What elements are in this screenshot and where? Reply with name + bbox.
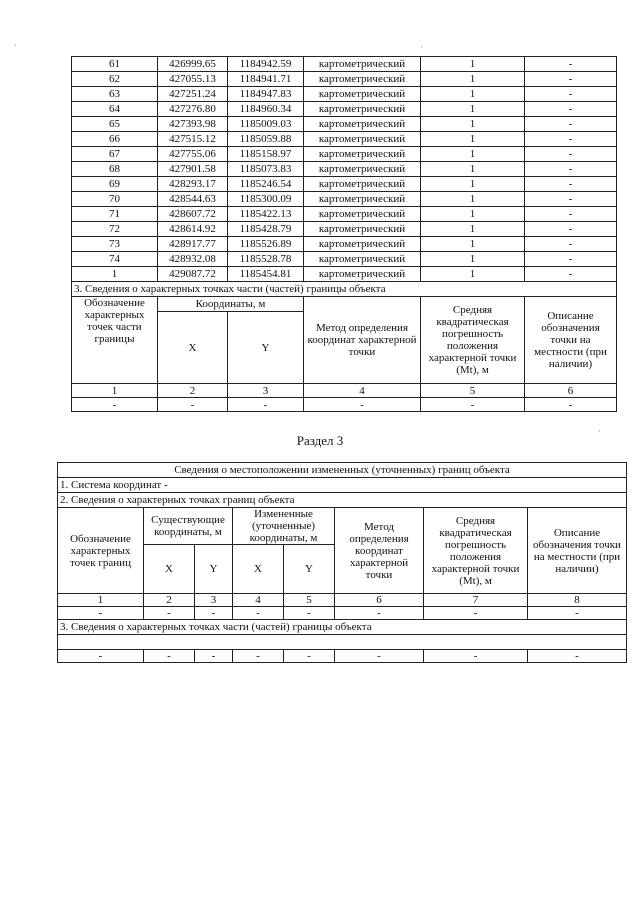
table-row (72, 267, 617, 282)
col-number: 5 (421, 384, 525, 398)
cell-x: 426999.65 (158, 57, 228, 72)
cell-desc: - (525, 207, 617, 222)
dash-cell: - (228, 398, 304, 412)
header-existing: Существующие координаты, м (144, 508, 233, 545)
cell-mt: 1 (421, 147, 525, 162)
dash-cell: - (284, 650, 335, 663)
col-number: 6 (525, 384, 617, 398)
table-row (72, 177, 617, 192)
cell-mt: 1 (421, 102, 525, 117)
cell-mt: 1 (421, 177, 525, 192)
cell-x: 428917.77 (158, 237, 228, 252)
table-row (72, 252, 617, 267)
cell-desc: - (525, 102, 617, 117)
cell-x: 428293.17 (158, 177, 228, 192)
dash-cell: - (72, 398, 158, 412)
col-number: 4 (233, 594, 284, 607)
cell-point: 1 (72, 267, 158, 282)
col-number: 5 (284, 594, 335, 607)
changed-boundaries-table (57, 462, 627, 663)
table-row (72, 162, 617, 177)
table-row (72, 132, 617, 147)
cell-point: 67 (72, 147, 158, 162)
table-row (72, 57, 617, 72)
header-point: Обозначение характерных точек границ (58, 508, 144, 594)
dash-cell: - (335, 607, 424, 620)
cell-point: 72 (72, 222, 158, 237)
cell-mt: 1 (421, 222, 525, 237)
cell-desc: - (525, 57, 617, 72)
cell-method: картометрический (304, 72, 421, 87)
header-point: Обозначение характерных точек части границы (72, 297, 158, 384)
cell-method: картометрический (304, 57, 421, 72)
cell-desc: - (525, 177, 617, 192)
cell-method: картометрический (304, 222, 421, 237)
cell-method: картометрический (304, 87, 421, 102)
boundary-points-table (71, 56, 617, 412)
header-changed-y: Y (284, 545, 335, 594)
scan-speck: · (598, 426, 601, 436)
col-number: 2 (158, 384, 228, 398)
header-existing-y: Y (195, 545, 233, 594)
cell-y: 1185454.81 (228, 267, 304, 282)
coord-system-row: 1. Система координат - (58, 478, 627, 493)
header-changed-x: X (233, 545, 284, 594)
dash-cell: - (284, 607, 335, 620)
header-changed: Измененные (уточненные) координаты, м (233, 508, 335, 545)
table-row (72, 87, 617, 102)
dash-cell: - (195, 650, 233, 663)
cell-point: 70 (72, 192, 158, 207)
header-coords: Координаты, м (158, 297, 304, 312)
dash-cell: - (528, 607, 627, 620)
col-number: 6 (335, 594, 424, 607)
cell-x: 428607.72 (158, 207, 228, 222)
col-number: 4 (304, 384, 421, 398)
col-number: 3 (195, 594, 233, 607)
cell-x: 429087.72 (158, 267, 228, 282)
cell-mt: 1 (421, 162, 525, 177)
cell-y: 1185158.97 (228, 147, 304, 162)
col-number: 8 (528, 594, 627, 607)
cell-y: 1184960.34 (228, 102, 304, 117)
cell-x: 427755.06 (158, 147, 228, 162)
cell-desc: - (525, 192, 617, 207)
cell-mt: 1 (421, 57, 525, 72)
header-mt: Средняя квадратическая погрешность положения характерной точки (Mt), м (421, 297, 525, 384)
cell-desc: - (525, 147, 617, 162)
dash-cell: - (195, 607, 233, 620)
cell-desc: - (525, 87, 617, 102)
cell-mt: 1 (421, 237, 525, 252)
blank-row (58, 635, 627, 650)
cell-desc: - (525, 267, 617, 282)
dash-cell: - (233, 607, 284, 620)
dash-cell: - (424, 607, 528, 620)
header-method: Метод определения координат характерной точки (335, 508, 424, 594)
dash-cell: - (144, 650, 195, 663)
section-title: Раздел 3 (296, 433, 344, 448)
cell-method: картометрический (304, 132, 421, 147)
cell-x: 428932.08 (158, 252, 228, 267)
cell-x: 427393.98 (158, 117, 228, 132)
cell-y: 1185528.78 (228, 252, 304, 267)
cell-y: 1185246.54 (228, 177, 304, 192)
cell-y: 1185428.79 (228, 222, 304, 237)
cell-y: 1185009.03 (228, 117, 304, 132)
cell-method: картометрический (304, 267, 421, 282)
cell-y: 1185300.09 (228, 192, 304, 207)
table-row (72, 117, 617, 132)
cell-y: 1185073.83 (228, 162, 304, 177)
cell-point: 73 (72, 237, 158, 252)
col-number: 2 (144, 594, 195, 607)
cell-x: 428614.92 (158, 222, 228, 237)
dash-cell: - (421, 398, 525, 412)
dash-cell: - (424, 650, 528, 663)
cell-x: 428544.63 (158, 192, 228, 207)
cell-y: 1185422.13 (228, 207, 304, 222)
section3-heading: 3. Сведения о характерных точках части (частей) границы объекта (58, 620, 627, 635)
cell-point: 62 (72, 72, 158, 87)
cell-mt: 1 (421, 132, 525, 147)
table-row (72, 207, 617, 222)
cell-mt: 1 (421, 252, 525, 267)
section2-heading: 2. Сведения о характерных точках границ объекта (58, 493, 627, 508)
cell-desc: - (525, 162, 617, 177)
header-method: Метод определения координат характерной точки (304, 297, 421, 384)
cell-desc: - (525, 222, 617, 237)
cell-y: 1184941.71 (228, 72, 304, 87)
cell-point: 69 (72, 177, 158, 192)
dash-cell: - (58, 607, 144, 620)
dash-cell: - (335, 650, 424, 663)
cell-method: картометрический (304, 192, 421, 207)
header-mt: Средняя квадратическая погрешность положения характерной точки (Mt), м (424, 508, 528, 594)
dash-cell: - (58, 650, 144, 663)
scan-speck: · (14, 40, 17, 50)
section3-heading: 3. Сведения о характерных точках части (частей) границы объекта (72, 282, 617, 297)
col-number: 1 (72, 384, 158, 398)
cell-point: 74 (72, 252, 158, 267)
cell-point: 68 (72, 162, 158, 177)
table-row (72, 102, 617, 117)
cell-desc: - (525, 117, 617, 132)
cell-point: 65 (72, 117, 158, 132)
cell-method: картометрический (304, 117, 421, 132)
header-x: X (158, 312, 228, 384)
dash-cell: - (233, 650, 284, 663)
table-row (72, 147, 617, 162)
cell-desc: - (525, 237, 617, 252)
cell-point: 64 (72, 102, 158, 117)
header-existing-x: X (144, 545, 195, 594)
cell-desc: - (525, 252, 617, 267)
cell-mt: 1 (421, 192, 525, 207)
cell-mt: 1 (421, 87, 525, 102)
cell-mt: 1 (421, 117, 525, 132)
dash-cell: - (144, 607, 195, 620)
cell-point: 66 (72, 132, 158, 147)
cell-method: картометрический (304, 162, 421, 177)
cell-mt: 1 (421, 207, 525, 222)
cell-point: 63 (72, 87, 158, 102)
table-row (72, 222, 617, 237)
table-row (72, 72, 617, 87)
cell-desc: - (525, 72, 617, 87)
cell-method: картометрический (304, 147, 421, 162)
table-row (72, 192, 617, 207)
col-number: 7 (424, 594, 528, 607)
dash-cell: - (525, 398, 617, 412)
dash-cell: - (158, 398, 228, 412)
cell-desc: - (525, 132, 617, 147)
cell-y: 1184947.83 (228, 87, 304, 102)
cell-method: картометрический (304, 207, 421, 222)
cell-mt: 1 (421, 267, 525, 282)
header-desc: Описание обозначения точки на местности (при наличии) (528, 508, 627, 594)
cell-x: 427276.80 (158, 102, 228, 117)
cell-x: 427901.58 (158, 162, 228, 177)
cell-y: 1185526.89 (228, 237, 304, 252)
cell-method: картометрический (304, 252, 421, 267)
scan-speck: · (420, 42, 423, 52)
cell-method: картометрический (304, 177, 421, 192)
dash-cell: - (304, 398, 421, 412)
cell-x: 427055.13 (158, 72, 228, 87)
header-desc: Описание обозначения точки на местности (при наличии) (525, 297, 617, 384)
cell-x: 427251.24 (158, 87, 228, 102)
header-y: Y (228, 312, 304, 384)
cell-mt: 1 (421, 72, 525, 87)
cell-x: 427515.12 (158, 132, 228, 147)
cell-method: картометрический (304, 102, 421, 117)
table-title: Сведения о местоположении измененных (уточненных) границ объекта (58, 463, 627, 478)
cell-point: 61 (72, 57, 158, 72)
col-number: 3 (228, 384, 304, 398)
dash-cell: - (528, 650, 627, 663)
cell-y: 1184942.59 (228, 57, 304, 72)
cell-point: 71 (72, 207, 158, 222)
table-row (72, 237, 617, 252)
col-number: 1 (58, 594, 144, 607)
cell-y: 1185059.88 (228, 132, 304, 147)
cell-method: картометрический (304, 237, 421, 252)
